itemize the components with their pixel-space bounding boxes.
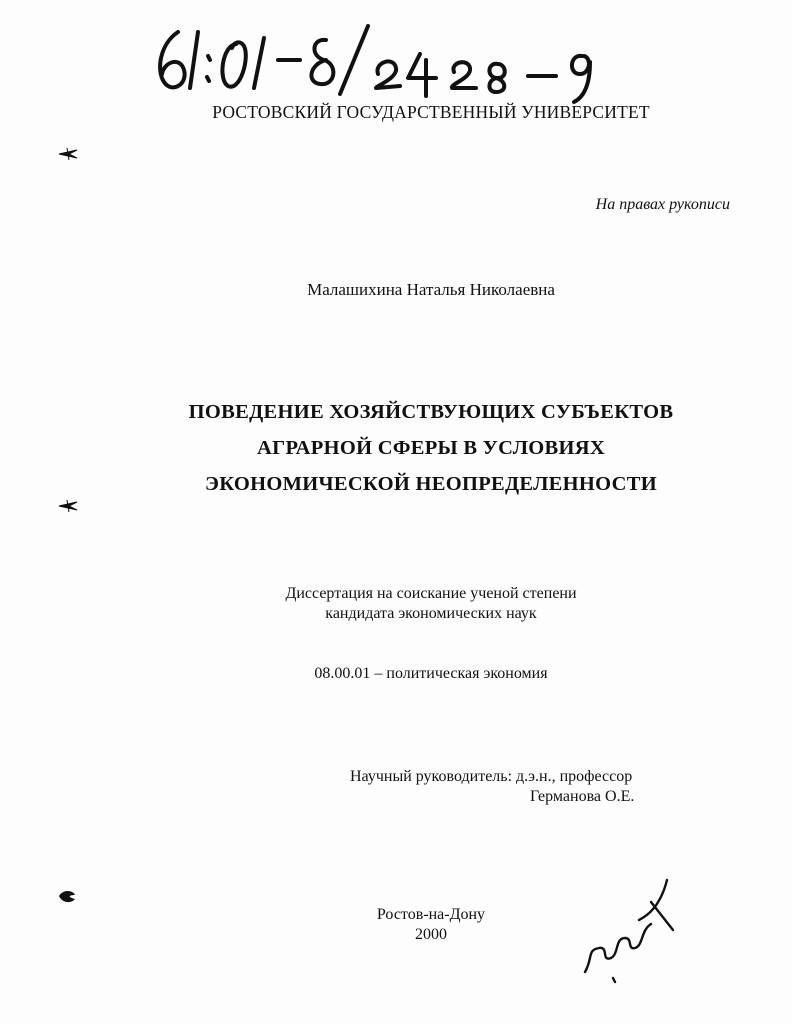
author-name: Малашихина Наталья Николаевна [307, 280, 555, 299]
binding-mark-icon [57, 887, 77, 905]
title-line-3: ЭКОНОМИЧЕСКОЙ НЕОПРЕДЕЛЕННОСТИ [205, 473, 657, 495]
handwritten-archive-code [150, 22, 600, 102]
degree-line-1: Диссертация на соискание ученой степени [285, 585, 577, 602]
city-name: Ростов-на-Дону [376, 906, 486, 923]
year-text: 2000 [415, 926, 447, 943]
title-line-1: ПОВЕДЕНИЕ ХОЗЯЙСТВУЮЩИХ СУБЪЕКТОВ [188, 401, 674, 423]
manuscript-rights-note: На правах рукописи [595, 196, 730, 213]
university-name: РОСТОВСКИЙ ГОСУДАРСТВЕННЫЙ УНИВЕРСИТЕТ [212, 102, 650, 122]
dissertation-title [0, 394, 792, 502]
specialty-code: 08.00.01 – политическая экономия [314, 665, 548, 682]
title-line-2: АГРАРНОЙ СФЕРЫ В УСЛОВИЯХ [257, 437, 605, 459]
binding-mark-icon [57, 145, 79, 163]
degree-statement [0, 584, 792, 624]
supervisor-name: Германова О.Е. [530, 788, 635, 805]
degree-line-2: кандидата экономических наук [325, 605, 537, 622]
handwritten-signature [573, 876, 683, 986]
supervisor-label: Научный руководитель: д.э.н., профессор [350, 768, 633, 785]
binding-mark-icon [57, 497, 79, 515]
